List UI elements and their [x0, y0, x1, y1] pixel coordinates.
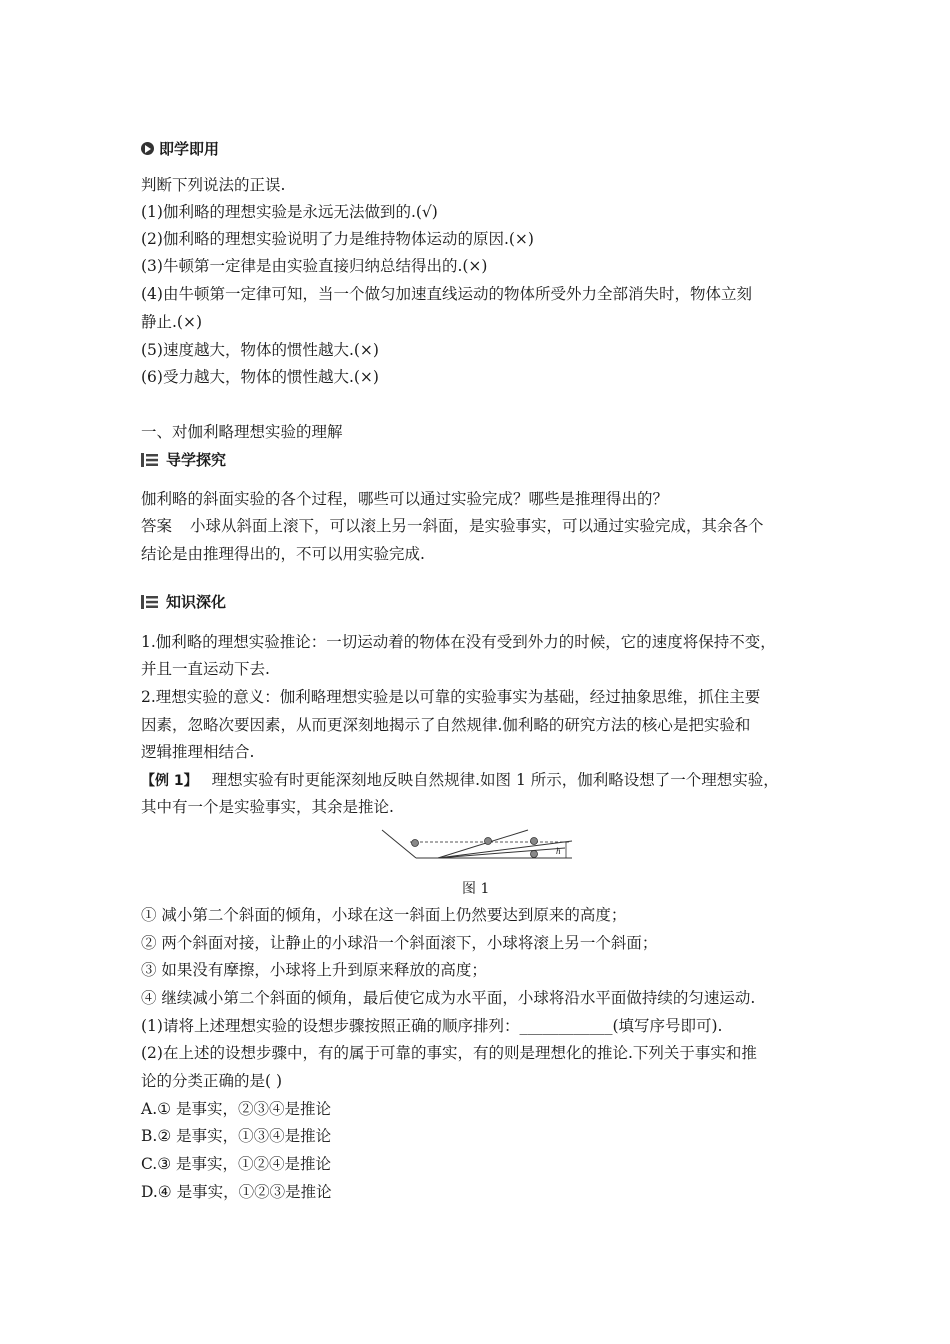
example-step: ② 两个斜面对接，让静止的小球沿一个斜面滚下，小球将滚上另一个斜面； — [141, 934, 658, 952]
judge-item: (3)牛顿第一定律是由实验直接归纳总结得出的.(×) — [141, 257, 488, 275]
example-question: 论的分类正确的是( ) — [141, 1072, 283, 1090]
list-icon — [141, 453, 158, 467]
judge-item: 静止.(×) — [141, 313, 203, 331]
answer-tag: 答案 — [141, 517, 173, 535]
example-tag: 【例 1】 — [141, 773, 198, 789]
guide-answer-line — [141, 516, 764, 536]
example-question: (2)在上述的设想步骤中，有的属于可靠的事实，有的则是理想化的推论.下列关于事实和推 — [141, 1044, 757, 1062]
ball — [412, 840, 419, 847]
judge-item: (2)伽利略的理想实验说明了力是维持物体运动的原因.(×) — [141, 230, 534, 248]
guide-answer-line: 结论是由推理得出的，不可以用实验完成. — [141, 545, 425, 563]
option-a: A.① 是事实，②③④是推论 — [141, 1100, 331, 1118]
guide-question: 伽利略的斜面实验的各个过程，哪些可以通过实验完成？哪些是推理得出的？ — [141, 490, 669, 508]
height-label: h — [556, 846, 561, 856]
section-title: 即学即用 — [159, 140, 220, 158]
option-c: C.③ 是事实，①②④是推论 — [141, 1155, 332, 1173]
part-heading: 一、对伽利略理想实验的理解 — [141, 423, 343, 441]
knowledge-line: 并且一直运动下去. — [141, 660, 270, 678]
judge-item: (4)由牛顿第一定律可知，当一个做匀加速直线运动的物体所受外力全部消失时，物体立刻 — [141, 285, 752, 303]
ball — [531, 838, 538, 845]
section-heading-practice — [141, 138, 219, 159]
section-title: 导学探究 — [166, 451, 227, 469]
example-step: ③ 如果没有摩擦，小球将上升到原来释放的高度； — [141, 961, 487, 979]
example-line: 其中有一个是实验事实，其余是推论. — [141, 798, 394, 816]
play-icon — [141, 142, 154, 155]
judge-item: (5)速度越大，物体的惯性越大.(×) — [141, 341, 379, 359]
example-question: (1)请将上述理想实验的设想步骤按照正确的顺序排列：____________(填写序号即可). — [141, 1017, 723, 1035]
knowledge-line: 2.理想实验的意义：伽利略理想实验是以可靠的实验事实为基础，经过抽象思维，抓住主要 — [141, 688, 761, 706]
incline-figure — [380, 828, 580, 872]
example-step: ④ 继续减小第二个斜面的倾角，最后使它成为水平面，小球将沿水平面做持续的匀速运动. — [141, 989, 756, 1007]
ball — [531, 851, 538, 858]
section-title: 知识深化 — [166, 593, 227, 611]
second-incline-steep — [438, 830, 528, 858]
knowledge-line: 逻辑推理相结合. — [141, 743, 255, 761]
section-heading-guide — [141, 449, 226, 470]
ball — [485, 838, 492, 845]
knowledge-line: 因素，忽略次要因素，从而更深刻地揭示了自然规律.伽利略的研究方法的核心是把实验和 — [141, 716, 751, 734]
example-line — [141, 770, 779, 791]
judge-intro: 判断下列说法的正误. — [141, 176, 286, 194]
knowledge-line: 1.伽利略的理想实验推论：一切运动着的物体在没有受到外力的时候，它的速度将保持不变， — [141, 633, 776, 651]
answer-text: 小球从斜面上滚下，可以滚上另一斜面，是实验事实，可以通过实验完成，其余各个 — [190, 517, 764, 535]
example-step: ① 减小第二个斜面的倾角，小球在这一斜面上仍然要达到原来的高度； — [141, 906, 627, 924]
list-icon — [141, 595, 158, 609]
judge-item: (6)受力越大，物体的惯性越大.(×) — [141, 368, 379, 386]
option-b: B.② 是事实，①③④是推论 — [141, 1127, 332, 1145]
section-heading-knowledge — [141, 591, 226, 612]
first-incline — [382, 830, 416, 858]
figure-caption: 图 1 — [462, 881, 490, 897]
example-text: 理想实验有时更能深刻地反映自然规律.如图 1 所示，伽利略设想了一个理想实验， — [211, 771, 779, 789]
judge-item: (1)伽利略的理想实验是永远无法做到的.(√) — [141, 203, 438, 221]
option-d: D.④ 是事实，①②③是推论 — [141, 1183, 332, 1201]
